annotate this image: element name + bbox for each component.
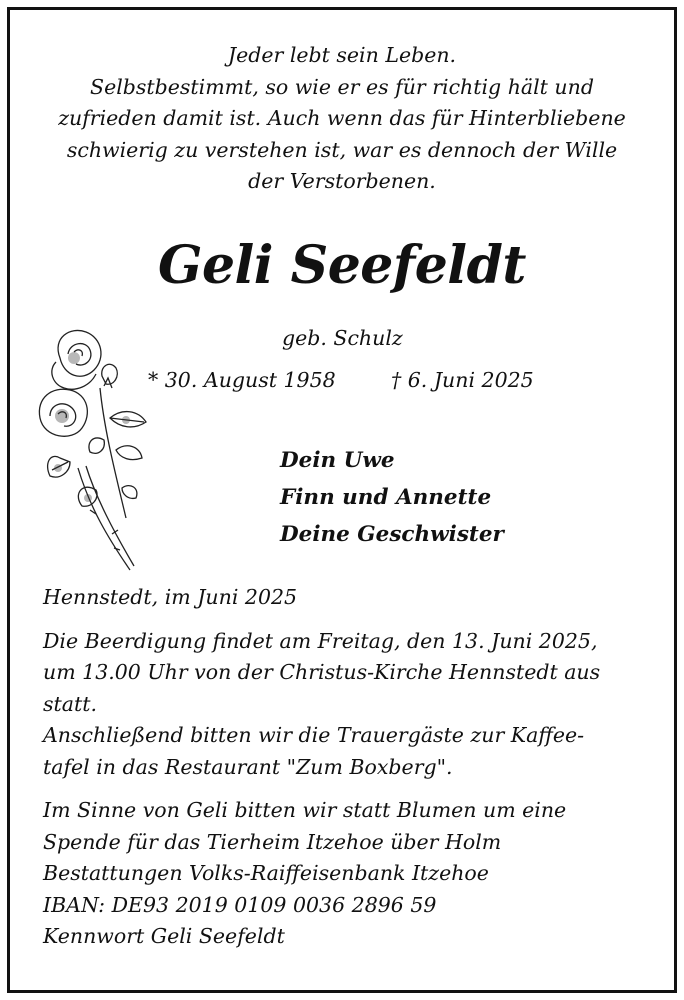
rose-illustration-icon — [30, 318, 150, 576]
birth-date: * 30. August 1958 — [148, 368, 336, 392]
poem-line: Jeder lebt sein Leben. — [227, 43, 457, 67]
obituary-notice — [7, 7, 677, 993]
funeral-line: Anschließend bitten wir die Trauergäste zur Kaffee- — [43, 723, 585, 747]
donation-line: Im Sinne von Geli bitten wir statt Blumen um eine — [43, 798, 567, 822]
funeral-line: statt. — [43, 691, 97, 716]
deceased-name: Geli Seefeldt — [158, 235, 526, 296]
death-date: † 6. Juni 2025 — [391, 368, 534, 392]
donation-line: Kennwort Geli Seefeldt — [43, 924, 285, 948]
maiden-name: geb. Schulz — [282, 326, 403, 350]
funeral-line: Die Beerdigung findet am Freitag, den 13. Juni 2025, — [43, 628, 598, 653]
poem-line: Selbstbestimmt, so wie er es für richtig hält und — [90, 74, 594, 99]
mourner-name: Deine Geschwister — [280, 522, 504, 547]
mourner-name: Dein Uwe — [280, 448, 395, 473]
funeral-line: um 13.00 Uhr von der Christus-Kirche Hennstedt aus — [43, 660, 601, 684]
donation-line: Spende für das Tierheim Itzehoe über Holm — [43, 829, 502, 854]
notice-body — [43, 582, 643, 953]
poem — [10, 40, 674, 198]
donation-iban: IBAN: DE93 2019 0109 0036 2896 59 — [43, 892, 437, 917]
place-date: Hennstedt, im Juni 2025 — [43, 585, 298, 609]
donation-line: Bestattungen Volks-Raiffeisenbank Itzehoe — [43, 861, 489, 885]
poem-line: schwierig zu verstehen ist, war es dennoch der Wille — [66, 137, 618, 162]
funeral-line: tafel in das Restaurant "Zum Boxberg". — [43, 754, 453, 779]
poem-line: der Verstorbenen. — [248, 169, 436, 193]
mourners-list — [280, 442, 504, 553]
poem-line: zufrieden damit ist. Auch wenn das für Hinterbliebene — [58, 106, 626, 130]
mourner-name: Finn und Annette — [280, 485, 492, 510]
